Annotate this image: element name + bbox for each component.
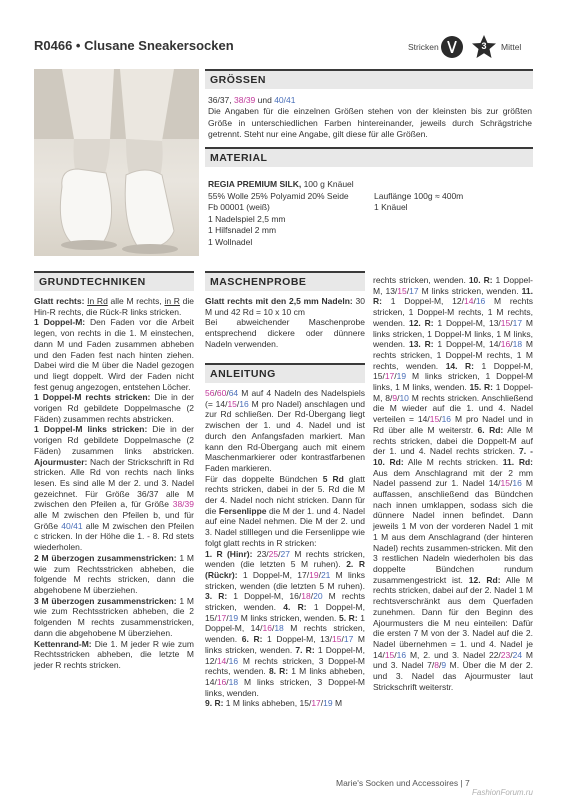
text-run: / [397,392,400,403]
text-run: alle M rechts, [107,296,165,306]
text-run: 2. R (Rückr): [205,559,365,580]
text-run: 18 [274,623,284,634]
paragraph [34,392,194,424]
text-run: 1 Doppel-M, 12/ [205,644,365,666]
text-run: 36/37, [208,95,234,105]
text-run: M pro Nadel) anschlagen und zur Rd schließen. Der Rd-Übergang liegt zwischen der 1. und 4. Nadel und ist durch den Anfangsfaden markiert. Man kann den Rd-Übergang auch mit einem Maschenmarkierer oder kontrastfarbenen Faden markieren. [205,398,365,473]
text-run: 16 [396,649,407,660]
text-run: M rechts stricken, wenden (die letzten 5 M ruhen). [205,548,365,570]
text-run: M [332,698,343,709]
text-run: Alle M rechts stricken. [403,456,503,467]
text-run: 19 [323,698,333,709]
paragraph [205,474,365,549]
text-run: alle M zwischen den Pfeilen c stricken. In der Höhe die 1. - 8. Rd stets wiederholen. [34,520,194,553]
yarn-color: Fb 00001 (weiß) [208,202,270,212]
text-run: 18 [512,339,523,350]
text-run: / [271,623,275,634]
text-run: 9. R: [205,698,224,709]
maschenprobe-text [205,296,365,350]
text-run: M rechts stricken. Anschließend die M wieder auf die 1. und 4. Nadel verteilen = 14/ [373,392,533,425]
page-footer: Marie's Socken und Accessoires | 7 [336,778,470,788]
text-run: Die in der vorigen Rd gebildete Doppelmasche (2 Fäden) zusammen links abstricken. [34,424,194,456]
text-run: / [510,317,513,328]
text-run: 1 Doppel-M, 14/ [433,339,501,350]
text-run: 30 M und 42 Rd = 10 x 10 cm [205,296,365,317]
yarn-line: REGIA PREMIUM SILK, 100 g Knäuel [208,179,354,189]
text-run: 16 [475,296,486,307]
text-run: M links stricken, wenden (die letzten 5 M ruhen). [205,569,365,591]
material-left [208,179,368,248]
text-run: Glatt rechts mit den 2,5 mm Nadeln: [205,296,353,306]
text-run: 38/39 [172,499,194,510]
text-run: 1 Doppel-M, 13/ [262,634,332,645]
text-run: 14 [463,296,474,307]
text-run: Alle M rechts stricken, dabei auf der 2. Nadel 1 M rechtsverschränkt aus dem Querfaden zunehmen. Dann für den Beginn des Ajourmusters die M neu einteilen: Dafür die ersten 7 M von der 3. Nadel auf die 2. Nadel übernehmen = 1. und 4. Nadel je 14/ [373,574,533,660]
text-run: 40/41 [274,95,296,105]
text-run: Die in der vorigen Rd gebildete Doppelmasche (2 Fäden) zusammen rechts abstricken. [34,392,194,424]
sizes-explanation: Die Angaben für die einzelnen Größen stehen von der kleinsten bis zur größten Größe in unterschiedlichen Farben hintereinander, jeweils durch Schrägstriche getrennt. Steht nur eine Angabe, gilt diese für alle Größen. [208,106,532,139]
text-run: 17 [512,317,523,328]
text-run: Den Faden vor die Arbeit legen, von rechts in die 1. M einstechen, dann M und Faden zusammen abheben und den Faden fest nach hinten ziehen. Dabei wird die M über die Nadel gezogen und liegt doppelt. Wird der Faden nicht fest genug angezogen, entstehen Löcher. [34,317,195,392]
text-run: 1. R (Hinr): [205,548,253,559]
paragraph [205,698,365,709]
text-run: 1 Doppel-M, 12/ [381,296,464,307]
text-run: 16 [512,478,522,489]
text-run: 40/41 [61,520,83,531]
text-run: Für das doppelte Bündchen [205,473,323,484]
text-run: 1 M wie zum Rechtsstricken abheben, die 2 folgenden M rechts zusammenstricken, dann die abgehobene M überziehen. [34,595,195,638]
text-run: 1 Doppel-M, 16/ [227,591,302,602]
text-run: 20 [313,591,323,602]
product-photo [34,69,199,256]
text-run: Kettenrand-M: [34,638,92,649]
text-run: 19 [396,371,407,382]
text-run: alle M zwischen den Pfeilen b, und für Größe [34,510,194,531]
pattern-header [34,34,533,60]
text-run: 19 [309,569,319,580]
text-run: 1 Doppel-M, 8/ [373,382,534,403]
text-run: 23 [500,649,511,660]
tool-item: 1 Wollnadel [208,236,253,247]
text-run: / [278,548,281,559]
text-run: 14. R: [445,360,474,371]
text-run: 21 [320,569,331,580]
paragraph [205,388,365,474]
text-run: M links stricken, wenden. [418,285,522,296]
text-run: 17 [343,634,354,645]
text-run: 60 [216,388,227,398]
text-run: / [510,478,513,489]
text-run: 1 Doppel-M, 15/ [373,360,533,382]
yarn-quantity: 1 Knäuel [374,202,408,212]
text-run: M und 3. Nadel 7/ [373,649,533,671]
section-heading-groessen: GRÖSSEN [205,69,533,89]
text-run: 64 [228,388,239,398]
text-run: 1 Doppel-M rechts stricken: [34,392,151,403]
text-run: 11. R: [373,285,533,307]
text-run: / [473,296,476,307]
text-run: die M der 1. und 4. Nadel auf eine Nadel nehmen. Die M der 2. und 3. Nadel stilllegen und die Fersenlippe wie folgt glatt rechts in R stricken: [205,505,365,548]
text-run: 15 [397,285,407,296]
tool-item: 1 Hilfsnadel 2 mm [208,225,277,235]
text-run: / [439,414,442,425]
text-run: 3 M überzogen zusammenstricken: [34,595,177,606]
text-run: 25 [268,548,279,559]
watermark: FashionForum.ru [472,788,533,797]
text-run: 12. R: [408,317,434,328]
text-run: M rechts stricken, 1 Doppel-M rechts, 1 M rechts, wenden. [373,339,534,371]
text-run: 18 [228,676,239,687]
text-run: 15 [227,398,237,409]
text-run: 16 [500,339,511,350]
text-run: / [320,698,324,709]
text-run: 15 [332,634,342,645]
paragraph [34,596,194,639]
text-run: Fersenlippe [218,505,267,516]
text-run: / [236,398,240,409]
text-run: 5. R: [339,612,358,623]
text-run: 6. Rd: [477,424,504,435]
text-run: 11. Rd: [502,456,534,467]
text-run: / [310,591,314,602]
text-run: Die 1. M jeder R wie zum Rechtsstricken abheben, die letzte M jeder R rechts stricken. [34,638,194,670]
difficulty-star-icon [471,35,497,59]
text-run: 1 Doppel-M, 17/ [237,569,310,580]
text-run: M auffassen, anschließend das Bündchen nach innen umklappen, sodass sich die dünnere Nadel innen befindet. Dann jeweils 1 M von der vorderen Nadel 1 mit 1 M aus dem Anschlagrand (der hinteren Nadel) rechts zusammen-stricken. Mit den 3 restlichen Nadeln wiederholen bis das doppelte Bündchen rundum zusammengestrickt ist. [373,478,533,585]
technique-label: Stricken [408,42,439,52]
text-run: in R [164,296,180,306]
text-run: 4. R: [283,602,307,613]
text-run: rechts stricken, wenden. [373,275,469,285]
text-run: M rechts stricken, 3 Doppel-M rechts, wenden. [205,655,365,677]
knitting-needles-icon [441,36,463,58]
text-run: 17 [216,612,227,623]
text-run: 1 Doppel-M, 13/ [373,275,533,296]
paragraph [34,553,194,596]
text-run: 8 [434,660,439,671]
paragraph [205,317,365,349]
text-run: 1 Doppel-M, 15/ [205,602,365,623]
text-run: 15 [429,414,440,425]
text-run: 7. R: [295,644,315,655]
text-run: M pro Nadel und in Rd über alle M weiterstr. [373,414,533,435]
text-run: M, 2. und 3. Nadel 22/ [406,649,501,660]
paragraph [373,275,533,692]
text-run: 16 [216,676,227,687]
text-run: M rechts stricken, wenden. [205,623,365,645]
sizes-block [208,95,532,140]
text-run: Aus dem Anschlagrand mit der 2 mm Nadel passend zur 1. Nadel 14/ [373,467,533,489]
text-run: glatt rechts stricken, dabei in der 5. Rd die M der 4. Nadel noch nicht stricken. Dann für die [205,473,365,516]
text-run: 24 [512,649,523,660]
text-run: / [226,676,229,687]
text-run: 1 Doppel-M: [34,317,86,328]
text-run: 27 [280,548,290,559]
section-heading-anleitung: ANLEITUNG [205,363,365,383]
text-run: / [318,569,321,580]
text-run: 6. R: [241,634,263,645]
text-run: 10. R: [468,275,493,285]
text-run: M rechts stricken, 1 Doppel-M rechts, 1 M rechts, wenden. [373,296,533,328]
grundtechniken-text [34,296,194,671]
text-run: / [226,655,229,666]
text-run: 7. - 10. Rd: [373,446,534,467]
paragraph [34,639,194,671]
text-run: 1 M links abheben, 15/ [223,698,312,709]
sizes-list [208,95,532,106]
text-run: 1 M links abheben, 14/ [205,666,365,687]
text-run: 16 [262,623,272,634]
paragraph [34,296,194,317]
text-run: / [226,388,229,398]
text-run: 38/39 [234,95,256,105]
text-run: 1 M wie zum Rechtsstricken abheben, die folgende M rechts stricken, dann die abgehobene M überziehen. [34,552,195,595]
text-run: M links stricken, 1 Doppel-M links, 1 M links, wenden. [373,371,533,393]
text-run: Glatt rechts: [34,296,85,306]
difficulty-label: Mittel [501,42,522,52]
text-run: 15 [500,317,511,328]
paragraph [34,424,194,552]
text-run: 18 [301,591,311,602]
text-run: 1 Doppel-M links stricken: [34,424,148,435]
section-heading-material: MATERIAL [205,147,533,167]
text-run: 15 [384,649,395,660]
text-run: / [394,371,397,382]
anleitung-continued-text [373,275,533,692]
text-run: M auf 4 Nadeln des Nadelspiels (= 14/ [205,388,365,409]
paragraph [34,317,194,392]
text-run: 16 [228,655,239,666]
publication-title: Marie's Socken und Accessoires [336,778,459,788]
pattern-title: R0466 • Clusane Sneakersocken [34,38,234,53]
text-run: M links stricken, wenden. [238,612,339,623]
page-number: 7 [465,778,470,788]
yarn-composition: 55% Wolle 25% Polyamid 20% Seide [208,190,349,201]
text-run: 9 [441,660,447,671]
paragraph [205,549,365,699]
text-run: M links stricken, 1 Doppel-M links, 1 M links, wenden. [373,317,534,350]
yarn-length: Lauflänge 100g ≈ 400m [374,190,464,201]
tool-item: 1 Nadelspiel 2,5 mm [208,213,286,224]
text-run: / [341,634,344,645]
text-run: In Rd [87,296,108,306]
text-run: 12. Rd: [468,574,501,585]
text-run: / [226,612,229,623]
text-run: 8. R: [268,666,289,677]
difficulty-level: 3 [481,41,487,51]
section-heading-maschenprobe: MASCHENPROBE [205,271,365,291]
text-run: 10 [399,392,409,403]
text-run: Alle M rechts stricken, dabei die Doppelt-M auf der 1. und 4. Nadel rechts stricken. [373,424,533,457]
text-run: 23/ [252,548,269,559]
text-run: M links stricken, 3 Doppel-M links, wenden. [205,676,365,698]
paragraph [205,296,365,317]
text-run: 1 Doppel-M, 13/ [433,317,501,328]
anleitung-text [205,388,365,709]
text-run: 13. R: [408,339,434,350]
text-run: / [438,660,442,671]
section-heading-grundtechniken: GRUNDTECHNIKEN [34,271,194,291]
text-run: 5 Rd [322,473,344,484]
text-run: 15 [500,478,511,489]
text-run: / [214,388,217,398]
text-run: 1 Doppel-M, 14/ [205,612,365,634]
text-run: Ajourmuster: [34,456,88,467]
material-right [374,179,534,214]
text-run: 14 [216,655,227,666]
text-run: 9 [392,392,398,403]
text-run: / [510,649,513,660]
text-run: die Hin-R rechts, die Rück-R links stricken. [34,296,194,317]
text-run: 16 [441,414,452,425]
text-run: M rechts stricken, wenden. [205,591,366,613]
text-run: 15. R: [469,382,493,393]
text-run: 17 [311,698,321,709]
text-run: / [394,649,397,660]
text-run: M links stricken, wenden. [205,634,365,655]
text-run: 16 [239,398,249,409]
text-run: / [406,285,410,296]
text-run: Bei abweichender Maschenprobe entsprechend dickere oder dünnere Nadeln verwenden. [205,317,365,349]
text-run: und [255,95,275,105]
text-run: Nach der Strickschrift in Rd stricken. Alle Rd von rechts nach links lesen. Es sind alle M der 2. und 3. Nadel gezeichnet. Für Größe 36/37 alle M zwischen den Pfeilen a, für Größe [34,456,194,510]
text-run: 3. R: [205,591,228,602]
text-run: 19 [228,612,239,623]
text-run: M. Über die M der 2. und 3. Nadel das Ajourmuster laut Strickschrift weiterstr. [373,660,533,692]
text-run: 17 [409,285,419,296]
text-run: 17 [384,371,395,382]
text-run: 2 M überzogen zusammenstricken: [34,552,177,563]
text-run: / [510,339,513,350]
text-run: 56 [205,388,215,398]
